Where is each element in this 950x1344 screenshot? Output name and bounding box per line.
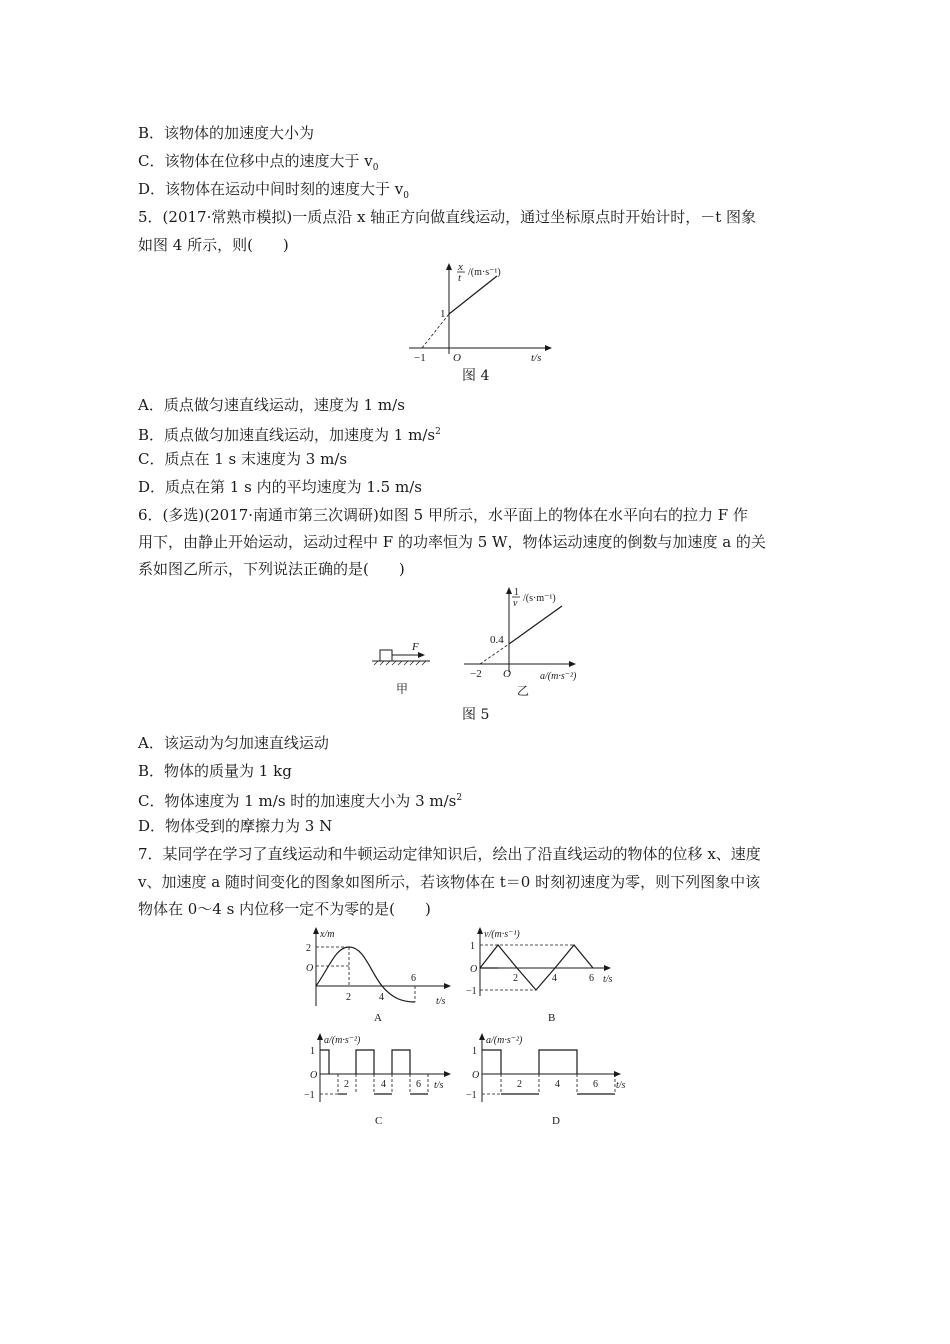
graph-a-xlabel: t/s <box>436 996 446 1007</box>
graph-c-label: C <box>375 1115 383 1127</box>
graph-d-tick-y-1: 1 <box>472 1046 477 1057</box>
graph-a-tick-x-2: 2 <box>346 992 351 1003</box>
fig5-tick-x: −2 <box>470 668 482 680</box>
graph-b-tick-y-1: 1 <box>470 941 475 952</box>
q6-stem-line3: 系如图乙所示，下列说法正确的是( ) <box>138 560 405 578</box>
fig7-graph-a <box>298 926 458 1026</box>
fig4-ylabel-unit: /(m·s⁻¹) <box>468 267 501 278</box>
graph-c-tick-x-4: 4 <box>381 1079 386 1090</box>
graph-b-tick-x-4: 4 <box>552 973 557 984</box>
graph-c-tick-y-neg1: −1 <box>304 1090 315 1101</box>
fig4-plot-line <box>449 276 497 314</box>
fig4-y-arrow <box>446 263 452 270</box>
graph-a-tick-x-6: 6 <box>411 973 416 984</box>
graph-d-label: D <box>552 1115 560 1127</box>
graph-b-label: B <box>548 1012 556 1024</box>
fig5-tick-y: 0.4 <box>490 634 504 646</box>
q7-stem-line2: v、加速度 a 随时间变化的图象如图所示，若该物体在 t＝0 时刻初速度为零，则下列图象中该 <box>138 873 761 891</box>
fig4-origin: O <box>453 352 461 364</box>
q5-stem-line1: 5．(2017·常熟市模拟)一质点沿 x 轴正方向做直线运动，通过坐标原点时开始计时，－t 图象 <box>138 208 756 226</box>
graph-c-seg-5 <box>392 1050 410 1074</box>
graph-d-tick-x-6: 6 <box>593 1079 598 1090</box>
q7-stem-line3: 物体在 0～4 s 内位移一定不为零的是( ) <box>138 900 431 918</box>
graph-b-ylabel: v/(m·s⁻¹) <box>484 929 520 940</box>
fig5-xlabel: a/(m·s⁻²) <box>540 671 577 682</box>
graph-a-tick-x-4: 4 <box>379 992 384 1003</box>
graph-d-tick-y-neg1: −1 <box>466 1090 477 1101</box>
graph-a-label: A <box>374 1012 382 1024</box>
q5-option-c: C．质点在 1 s 末速度为 3 m/s <box>138 450 348 468</box>
q4-option-b <box>138 123 314 143</box>
q5-option-b-text: B．质点做匀加速直线运动，加速度为 1 m/s <box>138 426 436 444</box>
graph-c-xlabel: t/s <box>434 1080 444 1091</box>
graph-d-tick-x-4: 4 <box>555 1079 560 1090</box>
fig5-left-label: 甲 <box>396 682 409 696</box>
graph-b-x-arrow <box>604 965 611 971</box>
fig5-ylabel-num: 1 <box>514 587 519 598</box>
fig5-y-arrow <box>506 587 512 594</box>
q6-option-c <box>138 788 462 811</box>
fig5-caption: 图 5 <box>462 707 490 723</box>
q6-option-c-text: C．物体速度为 1 m/s 时的加速度大小为 3 m/s <box>138 792 457 810</box>
graph-d-seg-1 <box>482 1050 501 1074</box>
fig5-force-arrow-head <box>418 652 425 658</box>
q5-option-d: D．质点在第 1 s 内的平均速度为 1.5 m/s <box>138 478 422 496</box>
q4-option-d <box>138 179 409 206</box>
graph-c-tick-x-6: 6 <box>416 1079 421 1090</box>
fig7-graph-c <box>298 1032 458 1132</box>
graph-a-origin: O <box>306 963 314 974</box>
q4-option-b-text: B．该物体的加速度大小为 <box>138 124 315 142</box>
graph-a-ylabel: x/m <box>320 929 335 940</box>
graph-c-ylabel: a/(m·s⁻²) <box>324 1035 361 1046</box>
graph-a-curve <box>316 947 415 1002</box>
fig4-caption: 图 4 <box>462 368 490 384</box>
graph-c-tick-y-1: 1 <box>310 1046 315 1057</box>
figure-4 <box>405 261 555 364</box>
graph-d-y-arrow <box>479 1033 485 1040</box>
fig5-origin: O <box>503 668 511 680</box>
graph-c-seg-1 <box>320 1050 329 1074</box>
graph-a-y-arrow <box>313 927 319 934</box>
figure-5-left <box>372 638 432 702</box>
fig7-graph-b <box>466 926 626 1026</box>
fig4-ylabel-den: t <box>458 272 462 284</box>
q5-stem-line2: 如图 4 所示，则( ) <box>138 236 289 254</box>
graph-b-y-arrow <box>477 927 483 934</box>
q7-stem-line1: 7．某同学在学习了直线运动和牛顿运动定律知识后，绘出了沿直线运动的物体的位移 x、速度 <box>138 845 761 863</box>
graph-d-xlabel: t/s <box>616 1080 626 1091</box>
q4-option-c-sub: 0 <box>372 163 379 173</box>
q6-stem-line2: 用下，由静止开始运动，运动过程中 F 的功率恒为 5 W，物体运动速度的倒数与加速度 a 的关 <box>138 533 766 551</box>
q6-option-a: A．该运动为匀加速直线运动 <box>138 734 329 752</box>
graph-c-origin: O <box>310 1070 318 1081</box>
fig5-right-label: 乙 <box>517 684 530 698</box>
fig5-ylabel-unit: /(s·m⁻¹) <box>523 593 556 604</box>
graph-b-tick-x-2: 2 <box>513 973 518 984</box>
graph-a-tick-y: 2 <box>306 943 311 954</box>
fig5-x-arrow <box>569 661 576 667</box>
q4-option-d-sub: 0 <box>403 191 410 201</box>
fig5-ground-hatch <box>374 661 426 665</box>
q6-option-b: B．物体的质量为 1 kg <box>138 762 292 780</box>
fig4-tick-y: 1 <box>440 308 446 320</box>
fig7-graph-d <box>466 1032 636 1132</box>
figure-5-right <box>462 586 602 702</box>
fig5-plot-line <box>509 606 562 644</box>
graph-d-tick-x-2: 2 <box>517 1079 522 1090</box>
graph-a-x-arrow <box>444 983 451 989</box>
fig5-ylabel-den: v <box>513 598 518 609</box>
fig4-tick-x: −1 <box>414 352 426 364</box>
graph-d-seg-3 <box>539 1050 577 1074</box>
fig4-xlabel: t/s <box>531 352 542 364</box>
graph-c-x-arrow <box>444 1071 451 1077</box>
fig5-dashed-extension <box>480 644 509 664</box>
q6-option-c-sup: 2 <box>456 793 463 803</box>
graph-c-seg-3 <box>356 1050 374 1074</box>
graph-b-tick-y-neg1: −1 <box>466 986 477 997</box>
q6-stem-line1: 6．(多选)(2017·南通市第三次调研)如图 5 甲所示，水平面上的物体在水平向右的拉力 F 作 <box>138 506 748 524</box>
q4-option-d-text: D．该物体在运动中间时刻的速度大于 v <box>138 180 404 198</box>
graph-c-tick-x-2: 2 <box>344 1079 349 1090</box>
graph-b-tick-x-6: 6 <box>589 973 594 984</box>
q5-option-b-sup: 2 <box>435 427 441 437</box>
graph-d-origin: O <box>472 1070 480 1081</box>
graph-c-y-arrow <box>317 1033 323 1040</box>
q5-option-a: A．质点做匀速直线运动，速度为 1 m/s <box>138 396 405 414</box>
graph-b-origin: O <box>470 964 478 975</box>
q6-option-d: D．物体受到的摩擦力为 3 N <box>138 817 333 835</box>
q4-option-c <box>138 151 378 178</box>
graph-d-ylabel: a/(m·s⁻²) <box>486 1035 523 1046</box>
fig4-ylabel-num: x <box>458 261 463 273</box>
fig4-x-arrow <box>545 345 552 351</box>
fig5-force-label: F <box>412 641 419 653</box>
fig5-block <box>380 650 392 661</box>
graph-b-xlabel: t/s <box>603 974 613 985</box>
q4-option-c-text: C．该物体在位移中点的速度大于 v <box>138 152 373 170</box>
q5-option-b <box>138 422 441 445</box>
